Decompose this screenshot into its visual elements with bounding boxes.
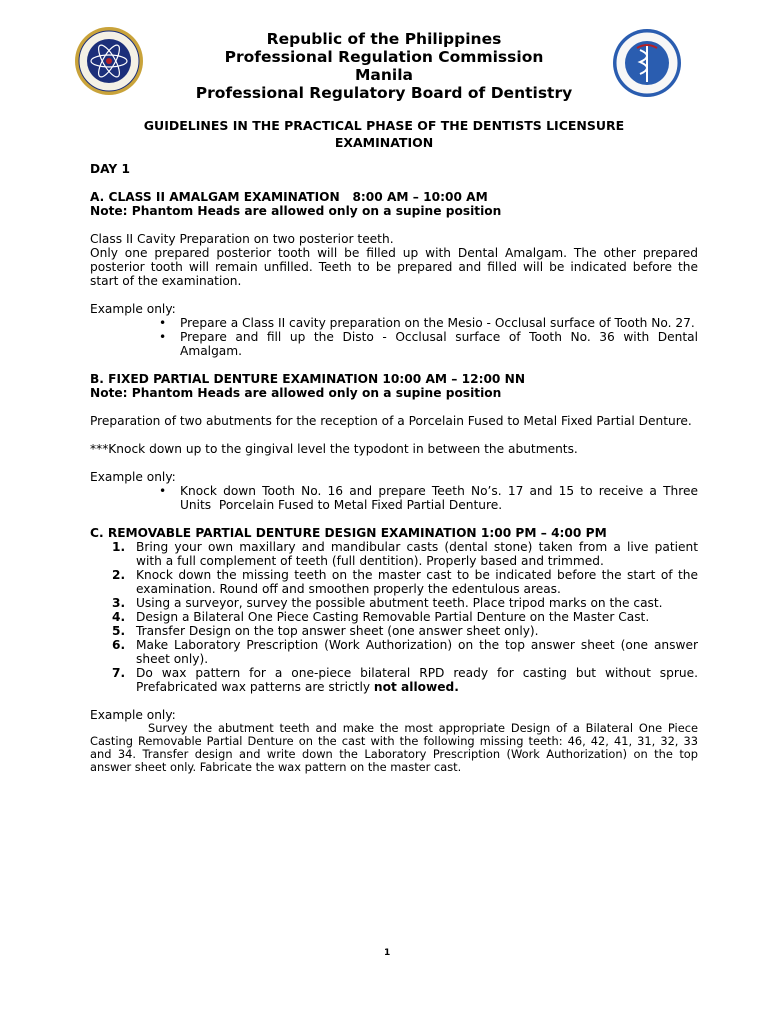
item-number: 5. <box>112 624 126 638</box>
page-number: 1 <box>384 948 391 958</box>
section-c-example-label: Example only: <box>90 708 176 722</box>
bullet-text: Knock down Tooth No. 16 and prepare Teeth No’s. 17 and 15 to receive a Three Units Porcelain Fused to Metal Fixed Partial Denture. <box>180 484 702 512</box>
bullet-text: Prepare and fill up the Disto - Occlusal surface of Tooth No. 36 with Dental Amalgam. <box>180 330 698 358</box>
section-b-paragraph-2: ***Knock down up to the gingival level the typodont in between the abutments. <box>90 442 578 456</box>
section-a-paragraph-1: Class II Cavity Preparation on two posterior teeth. <box>90 232 394 246</box>
section-b-heading: B. FIXED PARTIAL DENTURE EXAMINATION 10:00 AM – 12:00 NN <box>90 372 526 386</box>
item-number: 7. <box>112 666 126 680</box>
section-c-item <box>90 596 698 610</box>
bullet-icon: • <box>159 330 167 344</box>
section-a-paragraph-2: Only one prepared posterior tooth will be filled up with Dental Amalgam. The other prepared posterior tooth will remain unfilled. Teeth to be prepared and filled will be indicated before the start of the examination. <box>90 246 698 288</box>
section-a-heading: A. CLASS II AMALGAM EXAMINATION 8:00 AM – 10:00 AM <box>90 190 488 204</box>
section-c-heading: C. REMOVABLE PARTIAL DENTURE DESIGN EXAMINATION 1:00 PM – 4:00 PM <box>90 526 607 540</box>
item-text-emphasis: not allowed. <box>373 680 459 694</box>
item-text: Do wax pattern for a one-piece bilateral RPD ready for casting but without sprue. Prefabricated wax patterns are strictly <box>136 666 698 694</box>
bullet-icon: • <box>159 484 167 498</box>
section-a-bullet <box>90 330 698 358</box>
item-text: Knock down the missing teeth on the master cast to be indicated before the start of the examination. Round off and smoothen properly the edentulous areas. <box>136 568 698 596</box>
letterhead-line-1: Republic of the Philippines <box>266 30 502 48</box>
document-body <box>90 162 702 774</box>
example-paragraph: Survey the abutment teeth and make the most appropriate Design of a Bilateral One Piece Casting Removable Partial Denture on the cast with the following missing teeth: 46, 42, 41, 31, 32, 33 and 34. Transfer design and write down the Laboratory Prescription (Work Authorization) on the top answer sheet only. Fabricate the wax pattern on the master cast. <box>90 721 698 774</box>
section-b-paragraph-1: Preparation of two abutments for the reception of a Porcelain Fused to Metal Fixed Partial Denture. <box>90 414 692 428</box>
item-number: 4. <box>112 610 126 624</box>
section-c-item <box>90 624 698 638</box>
section-a-example-label: Example only: <box>90 302 176 316</box>
section-b-bullet <box>90 484 702 512</box>
day-label: DAY 1 <box>90 162 130 176</box>
section-b-example-label: Example only: <box>90 470 176 484</box>
section-c-item <box>90 568 698 596</box>
section-c-item <box>90 610 698 624</box>
letterhead <box>160 30 608 102</box>
dentistry-board-seal-logo <box>612 28 682 98</box>
item-number: 1. <box>112 540 126 554</box>
item-text: Using a surveyor, survey the possible abutment teeth. Place tripod marks on the cast. <box>136 596 663 610</box>
section-a-note: Note: Phantom Heads are allowed only on a supine position <box>90 204 502 218</box>
bullet-text: Prepare a Class II cavity preparation on the Mesio - Occlusal surface of Tooth No. 27. <box>180 316 695 330</box>
item-number: 2. <box>112 568 126 582</box>
item-number: 3. <box>112 596 126 610</box>
section-c-example-text <box>90 722 698 774</box>
document-title <box>100 117 668 151</box>
item-text: Design a Bilateral One Piece Casting Removable Partial Denture on the Master Cast. <box>136 610 650 624</box>
letterhead-line-4: Professional Regulatory Board of Dentistry <box>195 84 573 102</box>
letterhead-line-2: Professional Regulation Commission <box>224 48 544 66</box>
item-text: Transfer Design on the top answer sheet (one answer sheet only). <box>136 624 539 638</box>
section-c-item <box>90 638 698 666</box>
title-line-1: GUIDELINES IN THE PRACTICAL PHASE OF THE DENTISTS LICENSURE <box>143 118 625 133</box>
bullet-icon: • <box>159 316 167 330</box>
section-a-bullet <box>90 316 698 330</box>
section-c-item <box>90 666 698 694</box>
prc-seal-logo <box>74 26 144 96</box>
section-b-note: Note: Phantom Heads are allowed only on a supine position <box>90 386 502 400</box>
item-text: Make Laboratory Prescription (Work Authorization) on the top answer sheet (one answer sheet only). <box>136 638 698 666</box>
letterhead-line-3: Manila <box>354 66 413 84</box>
title-line-2: EXAMINATION <box>334 135 434 150</box>
item-text: Bring your own maxillary and mandibular casts (dental stone) taken from a live patient with a full complement of teeth (full dentition). Properly based and trimmed. <box>136 540 698 568</box>
section-c-item <box>90 540 698 568</box>
item-number: 6. <box>112 638 126 652</box>
